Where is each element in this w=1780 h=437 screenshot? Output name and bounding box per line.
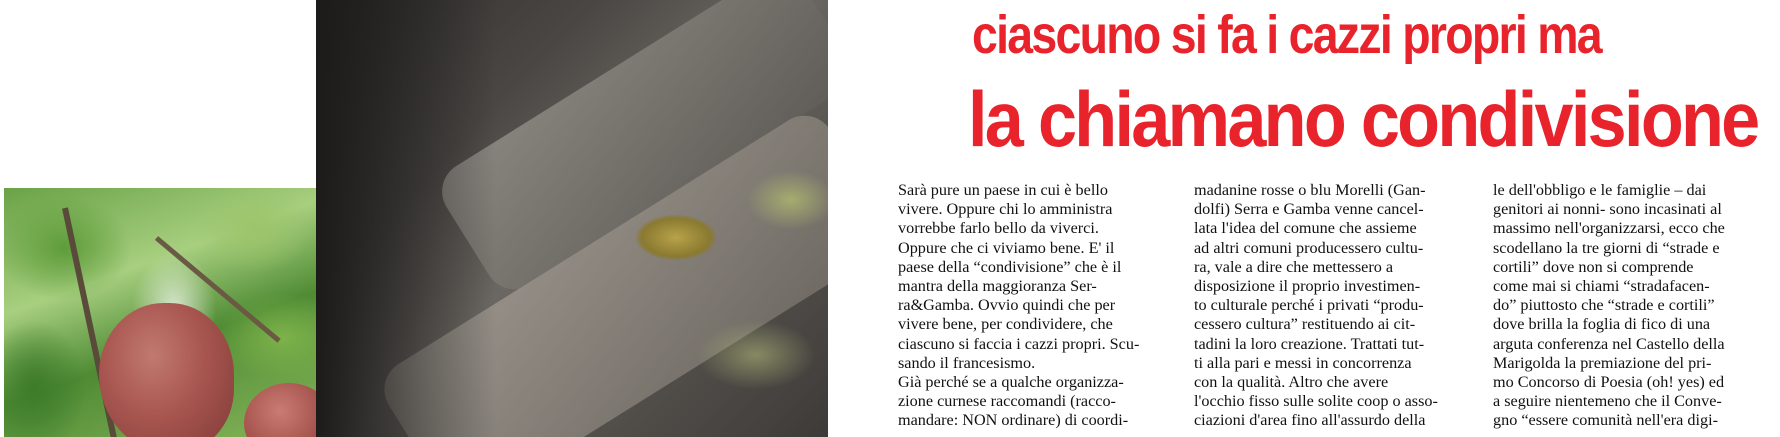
moss-patch (636, 215, 716, 260)
article-column-1: Sarà pure un paese in cui è bello vivere. Oppure chi lo amministra vorrebbe farlo bello da viverci. Oppure che ci viviamo bene. E' il paese della “condivisione” che è il mantra della maggioranza Ser- ra&Gamba. Ovvio quindi che per vivere bene, per condividere, che ciascuno si faccia i cazzi propri. Scu- sando il francesismo. Già perché se a qualche organizza- zione curnese raccomandi (racco- mandare: NON ordinare) di coordi- (898, 181, 1140, 430)
seed-pod (244, 383, 316, 437)
seed-pods-photo (4, 188, 316, 437)
seed-pod (99, 303, 234, 437)
article-column-3: le dell'obbligo e le famiglie – dai genitori ai nonni- sono incasinati al massimo nell'organizzarsi, ecco che scodellano la tre giorni di “strade e cortili” dove non si comprende come mai si chiami “stradafacen- do” piuttosto che “strade e cortili” dove brilla la foglia di fico di una arguta conferenza nel Castello della Marigolda la premiazione del pri- mo Concorso di Poesia (oh! yes) ed a seguire nientemeno che il Conve- gno “essere comunità nell'era digi- (1493, 181, 1725, 430)
rock-photo (316, 0, 828, 437)
headline-kicker: ciascuno si fa i cazzi propri ma (972, 5, 1601, 65)
rock-shadow (316, 0, 496, 437)
article-column-2: madanine rosse o blu Morelli (Gan- dolfi) Serra e Gamba venne cancel- lata l'idea del comune che assieme ad altri comuni producessero cultu- ra, vale a dire che mettessero a disposizione il proprio investimen- to culturale perché i privati “produ- cessero cultura” restituendo ai cit- tadini la loro creazione. Trattati tut- ti alla pari e messi in concorrenza con la qualità. Altro che avere l'occhio fisso sulle solite coop o asso- ciazioni d'area fino all'assurdo della (1194, 181, 1438, 430)
headline-title: la chiamano condivisione (968, 75, 1758, 163)
moss-patch (746, 170, 828, 230)
moss-patch (696, 320, 816, 390)
